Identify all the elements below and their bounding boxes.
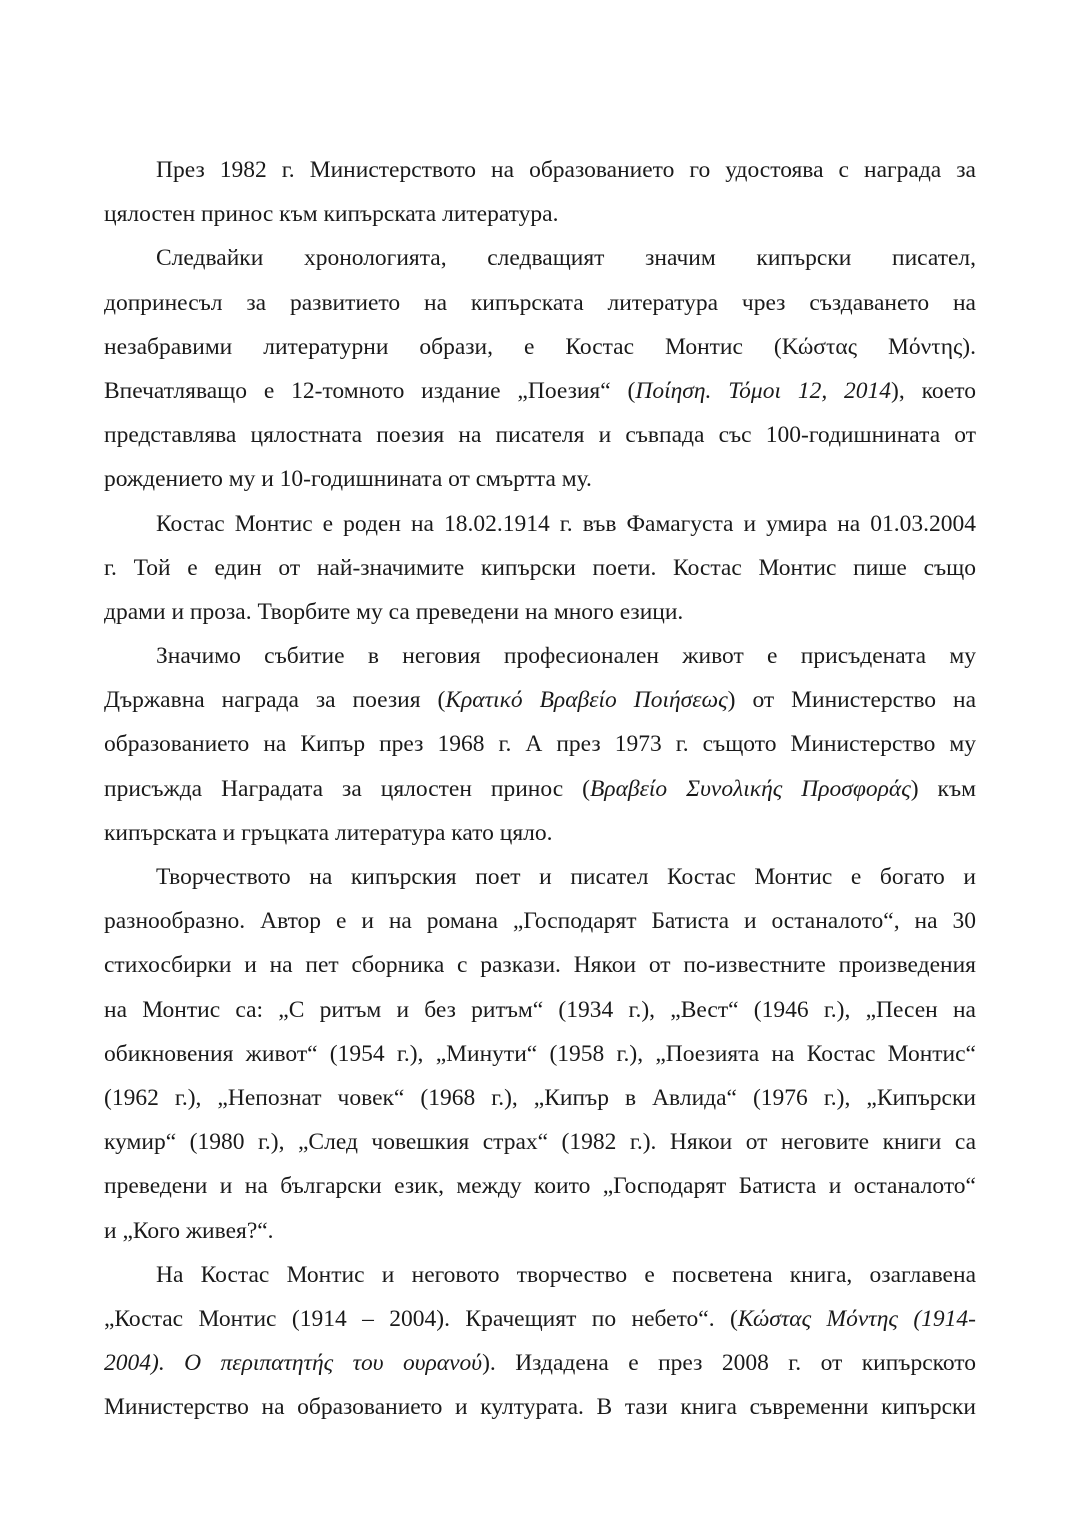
text-run: „Костас Монтис (1914 – 2004). Крачещият по небето“. ( [104, 1305, 738, 1332]
line [104, 192, 976, 236]
text-run: Министерство на образованието и културата. В тази книга съвременни кипърски [104, 1394, 976, 1421]
line [104, 811, 976, 855]
line [104, 678, 976, 722]
text-run: преведени и на български език, между които „Господарят Батиста и останалото“ [104, 1173, 976, 1200]
line [104, 634, 976, 678]
text-run: г. Той е един от най-значимите кипърски поети. Костас Монтис пише също [104, 554, 976, 581]
text-run: Следвайки хронологията, следващият значим кипърски писател, [156, 245, 976, 272]
text-run: присъжда Наградата за цялостен принос ( [104, 775, 590, 802]
line [104, 1032, 976, 1076]
line [104, 325, 976, 369]
line [104, 590, 976, 634]
paragraph-4 [104, 634, 976, 855]
italic-text-run: Ποίηση. Τόμοι 12, 2014 [635, 377, 892, 404]
text-run: и „Кого живея?“. [104, 1217, 274, 1244]
italic-text-run: Κρατικό Βραβείο Ποιήσεως [445, 687, 728, 714]
paragraph-6 [104, 1253, 976, 1430]
line [104, 855, 976, 899]
line [104, 722, 976, 766]
text-run: (1962 г.), „Непознат човек“ (1968 г.), „Кипър в Авлида“ (1976 г.), „Кипърски [104, 1084, 976, 1111]
text-run: ), което [891, 377, 976, 404]
text-run: драми и проза. Творбите му са преведени на много езици. [104, 598, 684, 625]
line [104, 1297, 976, 1341]
line [104, 1253, 976, 1297]
line [104, 767, 976, 811]
text-run: рождението му и 10-годишнината от смъртта му. [104, 466, 592, 493]
text-run: незабравими литературни образи, е Костас Монтис (Κώστας Μόντης). [104, 333, 976, 360]
text-run: кумир“ (1980 г.), „След човешкия страх“ (1982 г.). Някои от неговите книги са [104, 1129, 976, 1156]
paragraph-5 [104, 855, 976, 1253]
body-text [104, 148, 976, 1429]
line [104, 1209, 976, 1253]
text-run: Творчеството на кипърския поет и писател Костас Монтис е богато и [156, 864, 976, 890]
text-run: обикновения живот“ (1954 г.), „Минути“ (1958 г.), „Поезията на Костас Монтис“ [104, 1040, 976, 1067]
paragraph-2 [104, 236, 976, 501]
line [104, 988, 976, 1032]
line [104, 413, 976, 457]
line [104, 1341, 976, 1385]
text-run: Впечатляващо е 12-томното издание „Поезия“ ( [104, 377, 636, 404]
text-run: образованието на Кипър през 1968 г. А през 1973 г. същото Министерство му [104, 731, 976, 758]
text-run: допринесъл за развитието на кипърската литература чрез създаването на [104, 289, 976, 316]
line [104, 281, 976, 325]
text-run: Значимо събитие в неговия професионален живот е присъдената му [156, 643, 976, 670]
text-run: стихосбирки и на пет сборника с разкази. Някои от по-известните произведения [104, 952, 976, 979]
paragraph-1 [104, 148, 976, 236]
text-run: През 1982 г. Министерството на образованието го удостоява с награда за [156, 157, 976, 183]
text-run: ) от Министерство на [727, 687, 977, 714]
line [104, 457, 976, 501]
text-run: На Костас Монтис и неговото творчество е посветена книга, озаглавена [156, 1261, 976, 1288]
text-run: цялостен принос към кипърската литература. [104, 201, 559, 228]
italic-text-run: 2004). Ο περιπατητής του ουρανού [104, 1350, 483, 1377]
line [104, 546, 976, 590]
paragraph-3 [104, 502, 976, 635]
line [104, 236, 976, 280]
text-run: ). Издадена е през 2008 г. от кипърското [482, 1350, 976, 1377]
text-run: Костас Монтис е роден на 18.02.1914 г. във Фамагуста и умира на 01.03.2004 [156, 510, 976, 537]
line [104, 369, 976, 413]
line [104, 943, 976, 987]
line [104, 1076, 976, 1120]
line [104, 502, 976, 546]
italic-text-run: Βραβείο Συνολικής Προσφοράς [589, 775, 911, 802]
line [104, 899, 976, 943]
text-run: Държавна награда за поезия ( [104, 687, 446, 714]
text-run: кипърската и гръцката литература като цяло. [104, 819, 553, 846]
text-run: представлява цялостната поезия на писателя и съвпада със 100-годишнината от [104, 422, 976, 449]
text-run: на Монтис са: „С ритъм и без ритъм“ (1934 г.), „Вест“ (1946 г.), „Песен на [104, 996, 976, 1023]
text-run: ) към [910, 775, 976, 802]
text-run: разнообразно. Автор е и на романа „Господарят Батиста и останалото“, на 30 [104, 908, 976, 935]
line [104, 1385, 976, 1429]
line [104, 148, 976, 192]
italic-text-run: Κώστας Μόντης (1914- [737, 1305, 976, 1332]
line [104, 1164, 976, 1208]
line [104, 1120, 976, 1164]
